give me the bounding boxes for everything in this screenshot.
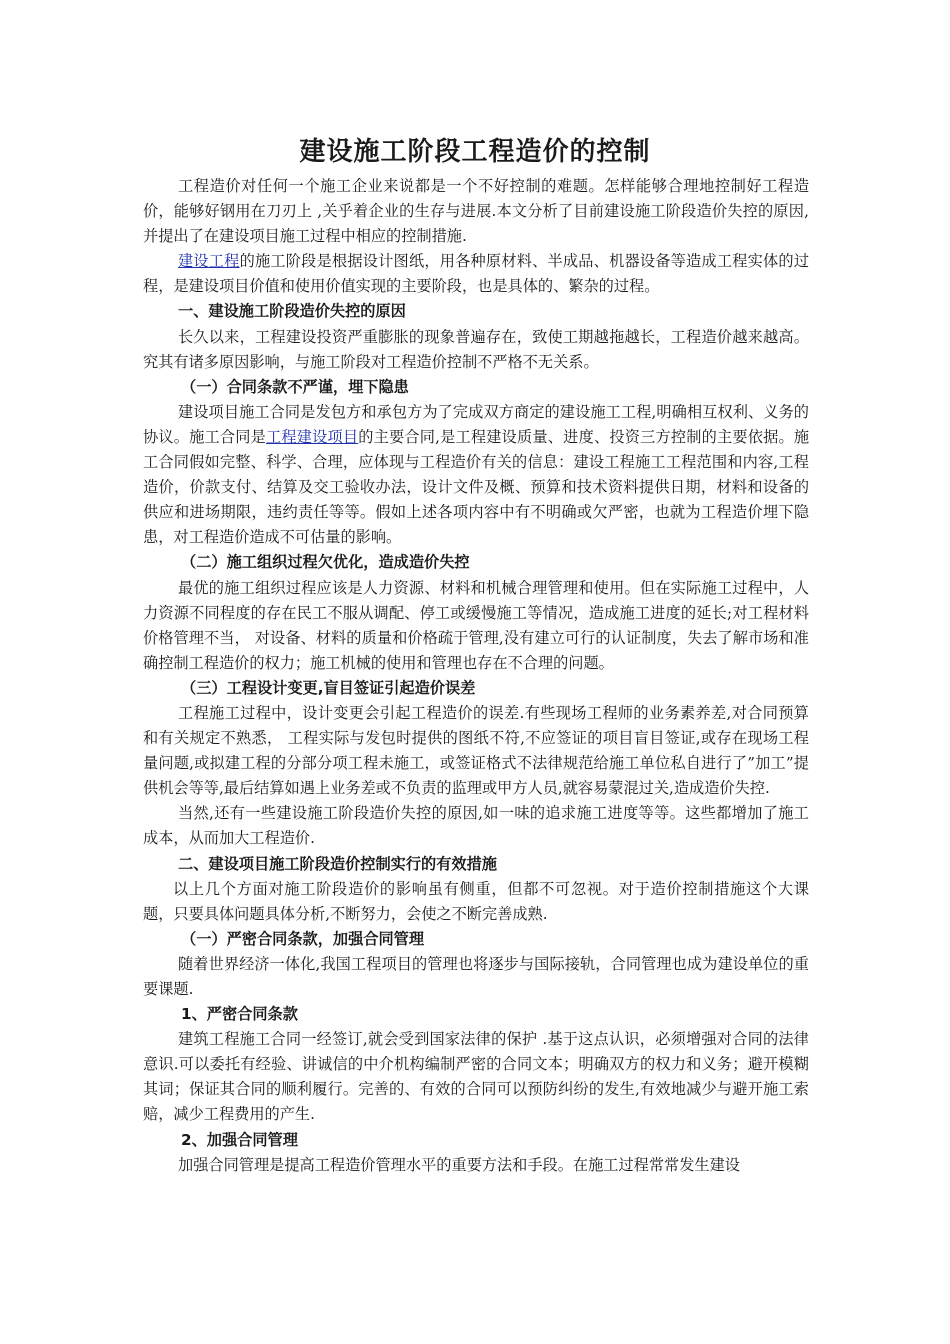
subsection-heading-design-change: （三）工程设计变更,盲目签证引起造价误差 <box>181 678 476 697</box>
construction-engineering-link[interactable]: 建设工程 <box>178 252 240 271</box>
paragraph-construction-stage <box>143 249 809 299</box>
engineering-project-link[interactable]: 工程建设项目 <box>266 427 359 446</box>
section-heading-1: 一、建设施工阶段造价失控的原因 <box>178 302 406 321</box>
document-body <box>143 174 809 1178</box>
subsection-heading-contract: （一）合同条款不严谨，埋下隐患 <box>181 377 409 396</box>
paragraph-globalization: 随着世界经济一体化,我国工程项目的管理也将逐步与国际接轨，合同管理也成为建设单位的重要课题. <box>143 954 809 998</box>
paragraph-other-causes: 当然,还有一些建设施工阶段造价失控的原因,如一味的追求施工进度等等。这些都增加了施工成本，从而加大工程造价. <box>143 804 809 848</box>
paragraph-text: 建设项目施工合同是发包方和承包方为了完成双方商定的建设施工工程,明确相互权利、义务的协议。施工合同是 <box>143 402 809 446</box>
document-title: 建设施工阶段工程造价的控制 <box>299 137 651 167</box>
paragraph-text: 的施工阶段是根据设计图纸，用各种原材料、半成品、机器设备等造成工程实体的过程，是建设项目价值和使用价值实现的主要阶段，也是具体的、繁杂的过程。 <box>143 252 810 296</box>
subsection-heading-organization: （二）施工组织过程欠优化，造成造价失控 <box>181 553 470 572</box>
paragraph-measures-intro: 以上几个方面对施工阶段造价的影响虽有侧重，但都不可忽视。对于造价控制措施这个大课题，只要具体问题具体分析,不断努力，会使之不断完善成熟. <box>143 879 809 923</box>
paragraph-strict-terms: 建筑工程施工合同一经签订,就会受到国家法律的保护 .基于这点认识，必须增强对合同的法律意识.可以委托有经验、讲诚信的中介机构编制严密的合同文本；明确双方的权力和义务；避开模糊其词；保证其合同的顺利履行。完善的、有效的合同可以预防纠纷的发生,有效地减少与避开施工索赔，减少工程费用的产生. <box>143 1030 809 1124</box>
paragraph-design-change: 工程施工过程中，设计变更会引起工程造价的误差.有些现场工程师的业务素养差,对合同预算和有关规定不熟悉， 工程实际与发包时提供的图纸不符,不应签证的项目盲目签证,或存在现场工程量问题,或拟建工程的分部分项工程未施工，或签证格式不法律规范给施工单位私自进行了”加工”提供机会等等,最后结算如遇上业务差或不负责的监理或甲方人员,就容易蒙混过关,造成造价失控. <box>143 703 809 798</box>
paragraph-contract-management: 加强合同管理是提高工程造价管理水平的重要方法和手段。在施工过程常常发生建设 <box>178 1155 740 1174</box>
intro-paragraph: 工程造价对任何一个施工企业来说都是一个不好控制的难题。怎样能够合理地控制好工程造价，能够好钢用在刀刃上 ,关乎着企业的生存与进展.本文分析了目前建设施工阶段造价失控的原因,并提出了在建设项目施工过程中相应的控制措施. <box>143 177 809 246</box>
subsection-heading-strict-contract: （一）严密合同条款，加强合同管理 <box>181 929 424 948</box>
section-heading-2: 二、建设项目施工阶段造价控制实行的有效措施 <box>178 854 497 873</box>
paragraph-organization: 最优的施工组织过程应该是人力资源、材料和机械合理管理和使用。但在实际施工过程中，人力资源不同程度的存在民工不服从调配、停工或缓慢施工等情况，造成施工进度的延长;对工程材料价格管理不当， 对设备、材料的质量和价格疏于管理,没有建立可行的认证制度，失去了解市场和准确控制工程造价的权力；施工机械的使用和管理也存在不合理的问题。 <box>143 578 809 672</box>
item-heading-contract-management: 2、加强合同管理 <box>181 1130 298 1149</box>
paragraph-contract <box>143 400 809 551</box>
paragraph-text: 的主要合同,是工程建设质量、进度、投资三方控制的主要依据。施工合同假如完整、科学、合理，应体现与工程造价有关的信息：建设工程施工工程范围和内容,工程造价，价款支付、结算及交工验收办法，设计文件及概、预算和技术资料提供日期，材料和设备的供应和进场期限，违约责任等等。假如上述各项内容中有不明确或欠严密，也就为工程造价埋下隐患，对工程造价造成不可估量的影响。 <box>143 427 810 547</box>
item-heading-strict-terms: 1、严密合同条款 <box>181 1005 298 1024</box>
paragraph-causes: 长久以来，工程建设投资严重膨胀的现象普遍存在，致使工期越拖越长，工程造价越来越高。究其有诸多原因影响，与施工阶段对工程造价控制不严格不无关系。 <box>143 327 809 371</box>
